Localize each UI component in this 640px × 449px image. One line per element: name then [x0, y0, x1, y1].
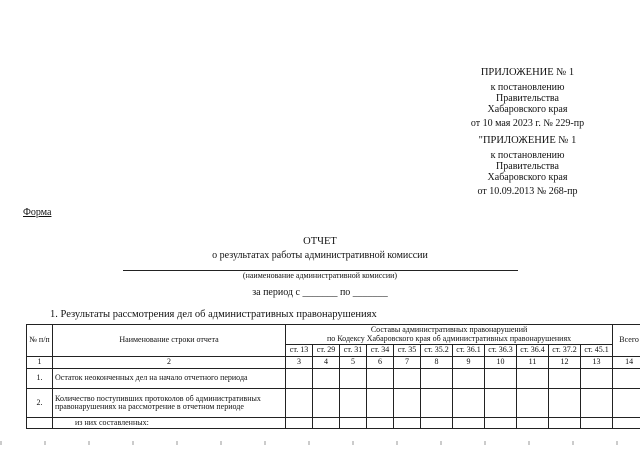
appendix-line: к постановлению — [490, 82, 565, 93]
index-cell: 7 — [394, 357, 421, 369]
appendix-date-2: от 10.09.2013 № 268-пр — [477, 186, 578, 197]
data-cell[interactable] — [313, 369, 340, 389]
col-number-header: № п/п — [27, 325, 53, 357]
article-header: ст. 36.1 — [453, 345, 485, 357]
article-header: ст. 36.4 — [517, 345, 549, 357]
data-cell[interactable] — [581, 418, 613, 429]
data-cell[interactable] — [286, 418, 313, 429]
index-cell: 1 — [27, 357, 53, 369]
section-title: 1. Результаты рассмотрения дел об административных правонарушениях — [50, 309, 377, 320]
data-cell[interactable] — [517, 369, 549, 389]
appendix-title-2: "ПРИЛОЖЕНИЕ № 1 — [478, 135, 577, 146]
index-row — [27, 357, 640, 369]
data-cell[interactable] — [453, 369, 485, 389]
data-cell[interactable] — [581, 389, 613, 418]
report-table — [26, 324, 640, 429]
index-cell: 3 — [286, 357, 313, 369]
data-cell[interactable] — [340, 369, 367, 389]
article-header: ст. 45.1 — [581, 345, 613, 357]
data-cell[interactable] — [394, 418, 421, 429]
data-cell[interactable] — [485, 389, 517, 418]
report-title: ОТЧЕТ — [303, 236, 337, 247]
data-cell[interactable] — [394, 389, 421, 418]
data-cell[interactable] — [421, 389, 453, 418]
row-label: Количество поступивших протоколов об административных правонарушениях на рассмотрение в отчетном периоде — [53, 389, 286, 418]
col-total-header: Всего — [613, 325, 640, 357]
appendix-line: Правительства — [496, 161, 559, 172]
data-cell[interactable] — [340, 389, 367, 418]
article-header: ст. 29 — [313, 345, 340, 357]
data-cell[interactable] — [453, 418, 485, 429]
index-cell: 11 — [517, 357, 549, 369]
appendix-title: ПРИЛОЖЕНИЕ № 1 — [480, 67, 575, 78]
index-cell: 5 — [340, 357, 367, 369]
article-header: ст. 34 — [367, 345, 394, 357]
row-number: 2. — [27, 389, 53, 418]
index-cell: 13 — [581, 357, 613, 369]
data-cell[interactable] — [613, 418, 640, 429]
article-header: ст. 35 — [394, 345, 421, 357]
table-row — [27, 369, 640, 389]
data-cell[interactable] — [517, 389, 549, 418]
group-header-line-1: Составы административных правонарушений — [370, 325, 528, 334]
col-name-header: Наименование строки отчета — [53, 325, 286, 357]
index-cell: 6 — [367, 357, 394, 369]
article-header: ст. 36.3 — [485, 345, 517, 357]
data-cell[interactable] — [367, 418, 394, 429]
data-cell[interactable] — [367, 389, 394, 418]
appendix-line: Правительства — [496, 93, 559, 104]
form-label: Форма — [23, 207, 52, 218]
data-cell[interactable] — [340, 418, 367, 429]
index-cell: 2 — [53, 357, 286, 369]
article-header: ст. 35.2 — [421, 345, 453, 357]
data-cell[interactable] — [421, 369, 453, 389]
data-cell[interactable] — [485, 418, 517, 429]
data-cell[interactable] — [453, 389, 485, 418]
article-header: ст. 37.2 — [549, 345, 581, 357]
index-cell: 12 — [549, 357, 581, 369]
group-header-line-2: по Кодексу Хабаровского края об административных правонарушениях — [326, 333, 572, 343]
data-cell[interactable] — [581, 369, 613, 389]
header-row — [27, 325, 640, 345]
data-cell[interactable] — [286, 369, 313, 389]
data-cell[interactable] — [367, 369, 394, 389]
data-cell[interactable] — [421, 418, 453, 429]
appendix-line: Хабаровского края — [487, 172, 568, 183]
scan-edge-artifact — [0, 441, 640, 445]
index-cell: 4 — [313, 357, 340, 369]
data-cell[interactable] — [485, 369, 517, 389]
row-number — [27, 418, 53, 429]
table-row — [27, 389, 640, 418]
article-header: ст. 31 — [340, 345, 367, 357]
data-cell[interactable] — [286, 389, 313, 418]
data-cell[interactable] — [549, 389, 581, 418]
appendix-line: Хабаровского края — [487, 104, 568, 115]
data-cell[interactable] — [517, 418, 549, 429]
data-cell[interactable] — [549, 418, 581, 429]
period-field: за период с _______ по _______ — [252, 287, 388, 298]
data-cell[interactable] — [394, 369, 421, 389]
index-cell: 10 — [485, 357, 517, 369]
data-cell[interactable] — [613, 369, 640, 389]
group-header — [286, 325, 613, 345]
index-cell: 14 — [613, 357, 640, 369]
data-cell[interactable] — [313, 418, 340, 429]
row-label: из них составленных: — [53, 418, 286, 429]
table-row — [27, 418, 640, 429]
data-cell[interactable] — [313, 389, 340, 418]
index-cell: 8 — [421, 357, 453, 369]
data-cell[interactable] — [549, 369, 581, 389]
report-subtitle: о результатах работы административной комиссии — [212, 250, 428, 261]
appendix-line: к постановлению — [490, 150, 565, 161]
row-number: 1. — [27, 369, 53, 389]
appendix-date: от 10 мая 2023 г. № 229-пр — [470, 118, 585, 129]
data-cell[interactable] — [613, 389, 640, 418]
commission-caption: (наименование административной комиссии) — [242, 271, 398, 280]
index-cell: 9 — [453, 357, 485, 369]
row-label: Остаток неоконченных дел на начало отчетного периода — [53, 369, 286, 389]
appendix-block — [455, 67, 600, 197]
article-header: ст. 13 — [286, 345, 313, 357]
